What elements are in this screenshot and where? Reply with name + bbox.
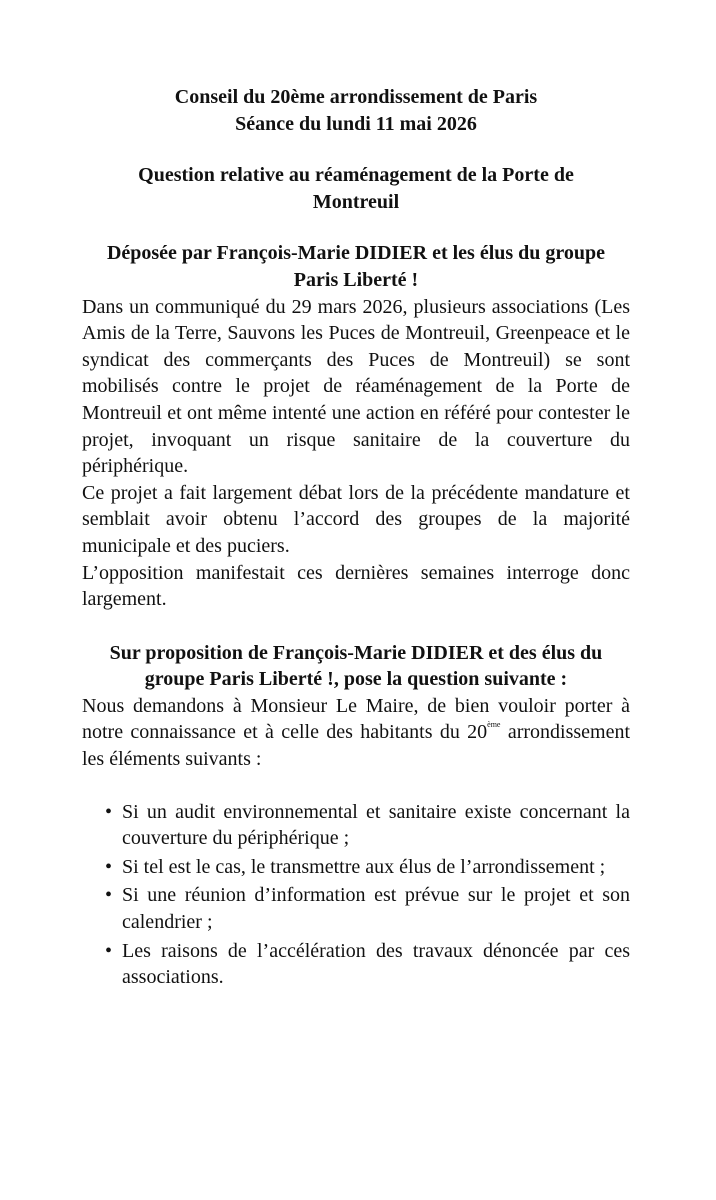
request-paragraph — [82, 693, 630, 773]
paragraph-communique: Dans un communiqué du 29 mars 2026, plusieurs associations (Les Amis de la Terre, Sauvons les Puces de Montreuil, Greenpeace et le syndicat des commerçants des Puces de Montreuil) se sont mobilisés contre le projet de réaménagement de la Porte de Montreuil et ont même intenté une action en référé pour contester le projet, invoquant un risque sanitaire de la couverture du périphérique. — [82, 295, 630, 478]
proposal-heading — [82, 640, 630, 693]
bullet-icon: • — [105, 884, 113, 907]
list-item-text: Si un audit environnemental et sanitaire existe concernant la couverture du périphérique ; — [122, 800, 630, 850]
council-name: Conseil du 20ème arrondissement de Paris — [174, 86, 538, 108]
list-item-text: Si une réunion d’information est prévue sur le projet et son calendrier ; — [122, 884, 630, 934]
list-item-text: Les raisons de l’accélération des travaux dénoncée par ces associations. — [122, 939, 630, 989]
deposited-by — [82, 240, 630, 293]
session-date: Séance du lundi 11 mai 2026 — [235, 112, 477, 135]
proposal-line-2: groupe Paris Liberté !, pose la question suivante : — [144, 668, 568, 691]
bullet-icon: • — [105, 939, 113, 962]
list-item-text: Si tel est le cas, le transmettre aux élus de l’arrondissement ; — [122, 855, 606, 878]
list-item — [82, 797, 630, 852]
proposal-line-1: Sur proposition de François-Marie DIDIER et des élus du — [109, 641, 603, 664]
list-item — [82, 936, 630, 991]
deposited-by-line-1: Déposée par François-Marie DIDIER et les élus du groupe — [106, 242, 606, 265]
list-item — [82, 880, 630, 935]
question-title-line-2: Montreuil — [312, 190, 400, 213]
list-item — [82, 852, 630, 881]
question-list — [82, 797, 630, 991]
paragraph-opposition: L’opposition manifestait ces dernières semaines interroge donc largement. — [82, 561, 630, 611]
request-text-after: arrondissement les éléments suivants : — [82, 721, 630, 771]
paragraph-debate: Ce projet a fait largement débat lors de la précédente mandature et semblait avoir obtenu l’accord des groupes de la majorité municipale et des puciers. — [82, 481, 630, 557]
council-header — [82, 84, 630, 137]
request-text-before: Nous demandons à Monsieur Le Maire, de bien vouloir porter à notre connaissance et à celle des habitants du 20 — [82, 694, 630, 744]
deposited-by-line-2: Paris Liberté ! — [293, 268, 419, 291]
ordinal-superscript: ème — [487, 720, 501, 730]
document-page — [82, 84, 630, 991]
question-title-line-1: Question relative au réaménagement de la Porte de — [138, 164, 574, 187]
bullet-icon: • — [105, 855, 113, 878]
bullet-icon: • — [105, 800, 113, 823]
question-title — [82, 162, 630, 215]
